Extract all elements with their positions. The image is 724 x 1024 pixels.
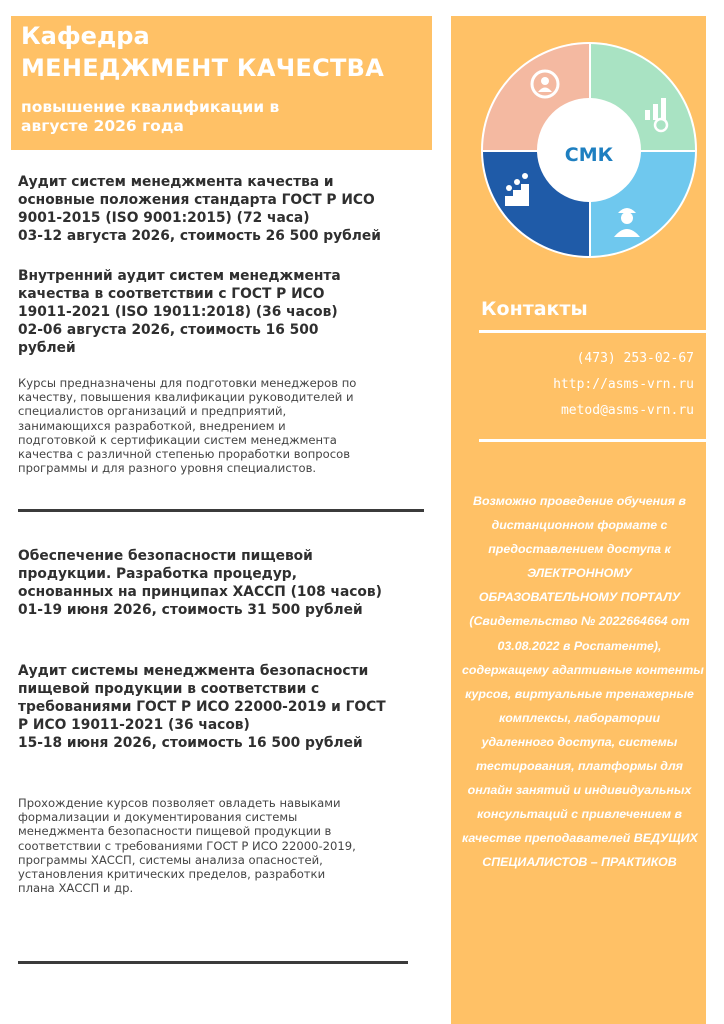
course-line: Аудит системы менеджмента безопасности [18, 663, 369, 679]
subtitle-line: повышение квалификации в [21, 98, 280, 116]
contacts-title: Контакты [481, 298, 588, 320]
course-description-2 [18, 796, 423, 895]
remote-note-line: (Свидетельство № 2022664664 от [469, 614, 690, 629]
subtitle-line: августе 2026 года [21, 117, 184, 135]
description-line: Прохождение курсов позволяет овладеть навыками [18, 796, 341, 810]
course-block-3 [18, 547, 438, 619]
description-line: установления критических пределов, разработки [18, 867, 326, 882]
description-line: занимающихся разработкой, внедрением и [18, 418, 286, 433]
course-line: Обеспечение безопасности пищевой [18, 548, 313, 564]
course-line: основные положения стандарта ГОСТ Р ИСО [18, 192, 375, 208]
description-line: качеству, повышения квалификации руководителей и [18, 390, 354, 405]
remote-note-line: курсов, виртуальные тренажерные [465, 686, 694, 701]
course-line: рублей [18, 340, 76, 356]
description-line: программы ХАССП, системы анализа опасностей, [18, 852, 323, 867]
course-dates: 15-18 июня 2026, стоимость 16 500 рублей [18, 735, 363, 751]
description-line: подготовкой к сертификации систем менеджмента [18, 432, 337, 447]
course-block-1 [18, 173, 438, 245]
course-line: Р ИСО 19011-2021 (36 часов) [18, 717, 250, 733]
description-line: программы и для разного уровня специалистов. [18, 461, 317, 476]
description-line: специалистов организаций и предприятий, [18, 404, 287, 419]
remote-note-line: ОБРАЗОВАТЕЛЬНОМУ ПОРТАЛУ [478, 590, 681, 605]
section-divider [18, 961, 408, 964]
course-block-2 [18, 267, 438, 357]
description-line: менеджмента безопасности пищевой продукции в [18, 824, 332, 839]
contact-website[interactable]: http://asms-vrn.ru [553, 377, 694, 392]
remote-note-line: консультаций с привлечением в [476, 807, 682, 822]
remote-note-line: комплексы, лаборатории [498, 710, 661, 725]
description-line: формализации и документирования системы [18, 810, 298, 825]
course-description-1 [18, 376, 423, 475]
remote-note-line: СПЕЦИАЛИСТОВ – ПРАКТИКОВ [482, 855, 677, 870]
description-line: соответствии с требованиями ГОСТ Р ИСО 22000-2019, [18, 838, 356, 853]
department-title: МЕНЕДЖМЕНТ КАЧЕСТВА [21, 54, 385, 82]
remote-note-line: содержащему адаптивные контенты [462, 662, 704, 677]
course-line: качества в соответствии с ГОСТ Р ИСО [18, 286, 325, 302]
course-line: Внутренний аудит систем менеджмента [18, 268, 341, 284]
qms-cycle-logo [479, 40, 699, 260]
section-divider [18, 509, 424, 512]
remote-note-line: предоставлением доступа к [488, 542, 671, 557]
course-line: Аудит систем менеджмента качества и [18, 174, 334, 190]
course-line: 19011-2021 (ISO 19011:2018) (36 часов) [18, 304, 338, 320]
header-banner [11, 16, 432, 150]
remote-note-line: 03.08.2022 в Роспатенте), [497, 638, 662, 653]
remote-note-line: тестирования, платформы для [476, 759, 683, 774]
logo-label: СМК [564, 144, 614, 166]
contact-email[interactable]: metod@asms-vrn.ru [560, 403, 694, 418]
description-line: Курсы предназначены для подготовки менеджеров по [18, 376, 357, 390]
course-dates: 01-19 июня 2026, стоимость 31 500 рублей [18, 602, 363, 618]
course-line: 9001-2015 (ISO 9001:2015) (72 часа) [18, 210, 310, 226]
course-line: требованиями ГОСТ Р ИСО 22000-2019 и ГОСТ [18, 699, 386, 715]
description-line: плана ХАССП и др. [18, 881, 134, 896]
department-label: Кафедра [21, 22, 150, 50]
course-line: основанных на принципах ХАССП (108 часов) [18, 584, 382, 600]
contact-phone[interactable]: (473) 253-02-67 [576, 351, 694, 366]
header-subtitle [21, 98, 341, 136]
course-line: пищевой продукции в соответствии с [18, 681, 320, 697]
contacts-divider-bottom [479, 439, 706, 442]
remote-note-line: ЭЛЕКТРОННОМУ [527, 566, 632, 581]
remote-note-line: удаленного доступа, системы [481, 734, 678, 749]
remote-note-line: онлайн занятий и индивидуальных [467, 783, 692, 798]
course-dates: 03-12 августа 2026, стоимость 26 500 рублей [18, 228, 381, 244]
course-block-4 [18, 662, 438, 752]
description-line: качества с различной степенью проработки вопросов [18, 447, 351, 462]
remote-learning-note [462, 489, 704, 875]
remote-note-line: дистанционном формате с [491, 518, 668, 533]
course-dates: 02-06 августа 2026, стоимость 16 500 [18, 322, 319, 338]
course-line: продукции. Разработка процедур, [18, 566, 297, 582]
remote-note-line: качестве преподавателей ВЕДУЩИХ [462, 831, 698, 846]
remote-note-line: Возможно проведение обучения в [473, 494, 686, 508]
contacts-divider-top [479, 330, 706, 333]
